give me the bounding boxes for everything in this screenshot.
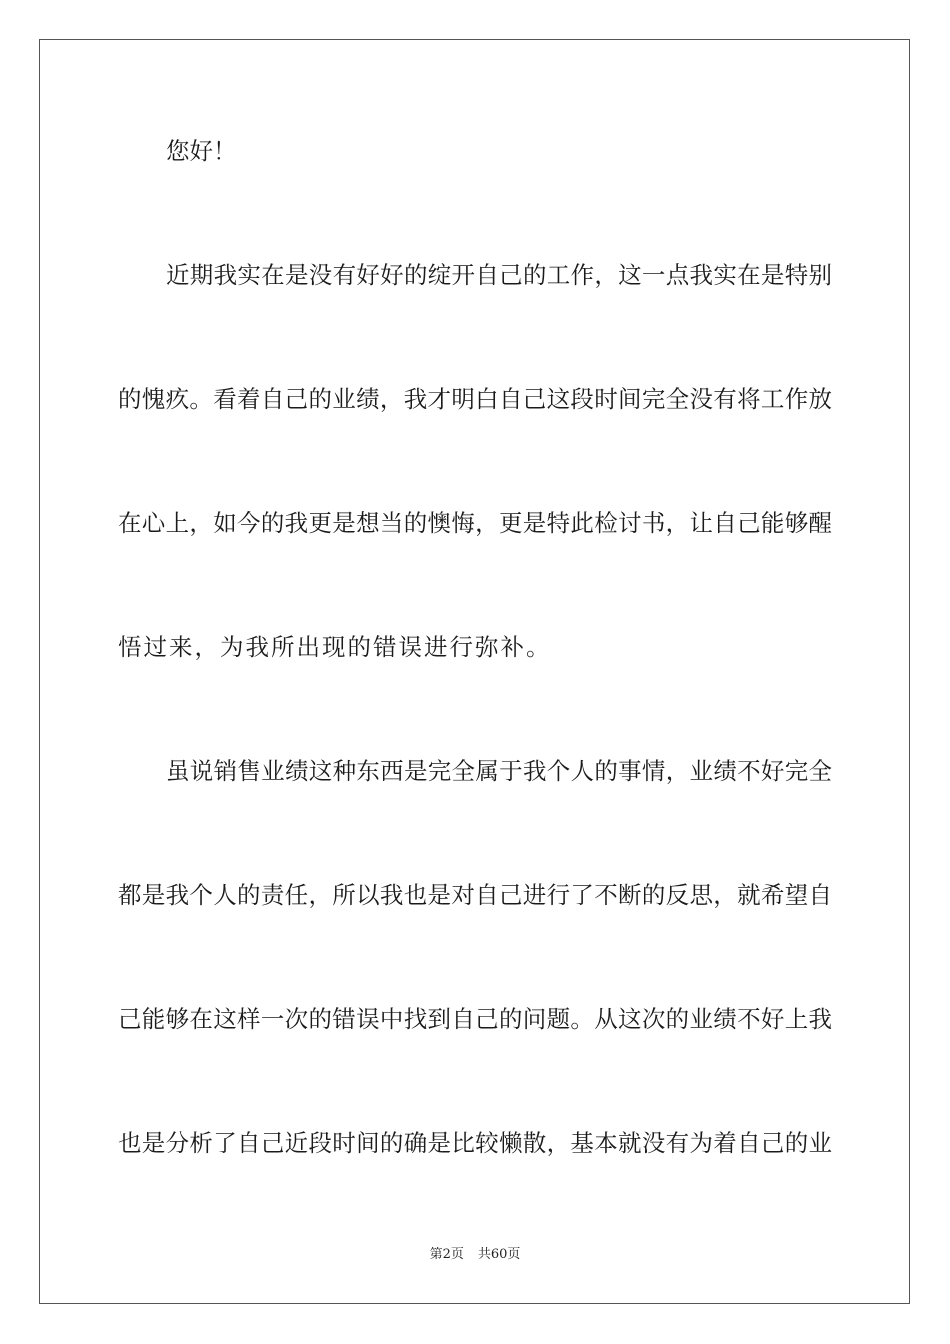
page-total: 共60页 (477, 1247, 521, 1262)
paragraph-1-line-2: 的愧疚。看着自己的业绩，我才明白自己这段时间完全没有将工作放 (118, 385, 832, 413)
greeting: 您好！ (166, 137, 237, 165)
paragraph-2-line-2: 都是我个人的责任，所以我也是对自己进行了不断的反思，就希望自 (118, 881, 832, 909)
paragraph-2-line-3: 己能够在这样一次的错误中找到自己的问题。从这次的业绩不好上我 (118, 1005, 832, 1033)
paragraph-1-line-3: 在心上，如今的我更是想当的懊悔，更是特此检讨书，让自己能够醒 (118, 509, 832, 537)
paragraph-1-line-4: 悟过来，为我所出现的错误进行弥补。 (118, 633, 552, 661)
page-footer (0, 1246, 950, 1264)
paragraph-2-line-1: 虽说销售业绩这种东西是完全属于我个人的事情，业绩不好完全 (166, 757, 832, 785)
paragraph-1-line-1: 近期我实在是没有好好的绽开自己的工作，这一点我实在是特别 (166, 261, 832, 289)
paragraph-2-line-4: 也是分析了自己近段时间的确是比较懒散，基本就没有为着自己的业 (118, 1129, 832, 1157)
page-number: 第2页 (429, 1247, 464, 1262)
page-border (39, 39, 910, 1304)
